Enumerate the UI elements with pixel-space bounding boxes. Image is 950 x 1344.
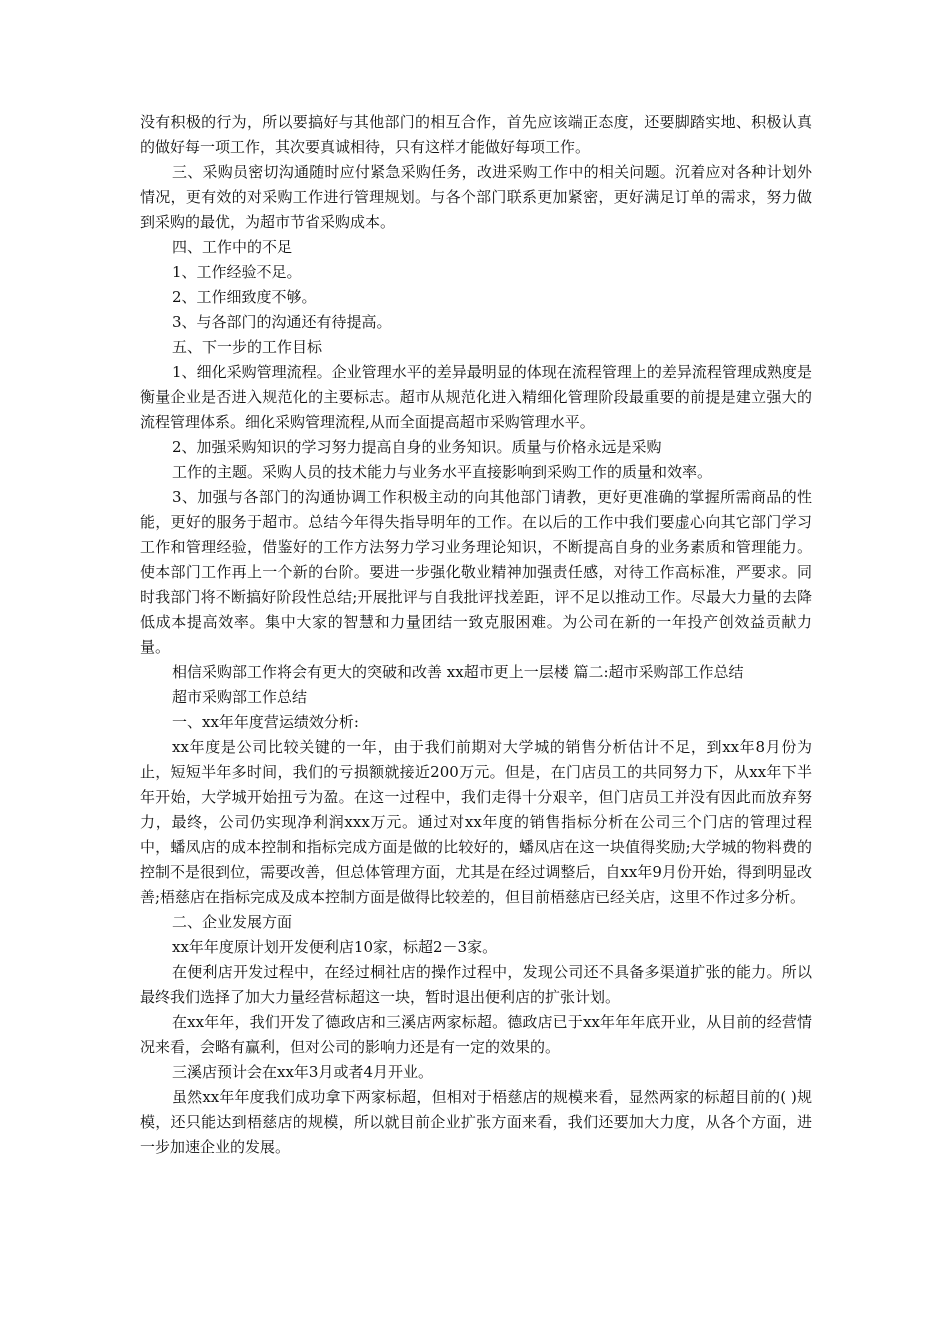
heading-performance-analysis: 一、xx年年度营运绩效分析: — [172, 713, 359, 731]
paragraph-goal-2: 2、加强采购知识的学习努力提高自身的业务知识。质量与价格永远是采购 — [172, 438, 662, 456]
paragraph-sanxi-store: 三溪店预计会在xx年3月或者4月开业。 — [172, 1063, 434, 1081]
document-page — [140, 110, 812, 1160]
heading-summary-title: 超市采购部工作总结 — [172, 688, 308, 706]
paragraph-cooperation: 没有积极的行为，所以要搞好与其他部门的相互合作，首先应该端正态度，还要脚踏实地、积极认真的做好每一项工作，其次要真诚相待，只有这样才能做好每项工作。 — [140, 113, 812, 156]
paragraph-purchasing-communication: 三、采购员密切沟通随时应付紧急采购任务，改进采购工作中的相关问题。沉着应对各种计划外情况，更有效的对采购工作进行管理规划。与各个部门联系更加紧密，更好满足订单的需求，努力做到采购的最优，为超市节省采购成本。 — [140, 163, 812, 231]
heading-shortcomings: 四、工作中的不足 — [172, 238, 293, 256]
list-item-shortcoming-2: 2、工作细致度不够。 — [172, 288, 317, 306]
paragraph-goal-3: 3、加强与各部门的沟通协调工作积极主动的向其他部门请教，更好更准确的掌握所需商品的性能，更好的服务于超市。总结今年得失指导明年的工作。在以后的工作中我们要虚心向其它部门学习工作和管理经验，借鉴好的工作方法努力学习业务理论知识，不断提高自身的业务素质和管理能力。使本部门工作再上一个新的台阶。要进一步强化敬业精神加强责任感，对待工作高标准，严要求。同时我部门将不断搞好阶段性总结;开展批评与自我批评找差距，评不足以推动工作。尽最大力量的去降低成本提高效率。集中大家的智慧和力量团结一致克服困难。为公司在新的一年投产创效益贡献力量。 — [140, 488, 812, 656]
paragraph-goal-2-continued: 工作的主题。采购人员的技术能力与业务水平直接影响到采购工作的质量和效率。 — [172, 463, 713, 481]
paragraph-new-stores: 在xx年年，我们开发了德政店和三溪店两家标超。德政店已于xx年年年底开业，从目前的经营情况来看，会略有赢利，但对公司的影响力还是有一定的效果的。 — [140, 1013, 812, 1056]
paragraph-convenience-store: 在便利店开发过程中，在经过桐社店的操作过程中，发现公司还不具备多渠道扩张的能力。所以最终我们选择了加大力量经营标超这一块，暂时退出便利店的扩张计划。 — [140, 963, 812, 1006]
paragraph-transition: 相信采购部工作将会有更大的突破和改善 xx超市更上一层楼 篇二:超市采购部工作总结 — [172, 663, 744, 681]
list-item-shortcoming-3: 3、与各部门的沟通还有待提高。 — [172, 313, 392, 331]
heading-next-goals: 五、下一步的工作目标 — [172, 338, 323, 356]
heading-enterprise-development: 二、企业发展方面 — [172, 913, 293, 931]
list-item-shortcoming-1: 1、工作经验不足。 — [172, 263, 302, 281]
paragraph-performance-analysis: xx年度是公司比较关键的一年，由于我们前期对大学城的销售分析估计不足，到xx年8月份为止，短短半年多时间，我们的亏损额就接近200万元。但是，在门店员工的共同努力下，从xx年下半年开始，大学城开始扭亏为盈。在这一过程中，我们走得十分艰辛，但门店员工并没有因此而放弃努力，最终，公司仍实现净利润xxx万元。通过对xx年度的销售指标分析在公司三个门店的管理过程中，蟠凤店的成本控制和指标完成方面是做的比较好的，蟠凤店在这一块值得奖励;大学城的物料费的控制不是很到位，需要改善，但总体管理方面，尤其是在经过调整后，自xx年9月份开始，得到明显改善;梧慈店在指标完成及成本控制方面是做得比较差的，但目前梧慈店已经关店，这里不作过多分析。 — [140, 738, 812, 906]
paragraph-goal-1: 1、细化采购管理流程。企业管理水平的差异最明显的体现在流程管理上的差异流程管理成熟度是衡量企业是否进入规范化的主要标志。超市从规范化进入精细化管理阶段最重要的前提是建立强大的流程管理体系。细化采购管理流程,从而全面提高超市采购管理水平。 — [140, 363, 812, 431]
paragraph-expansion: 虽然xx年年度我们成功拿下两家标超，但相对于梧慈店的规模来看，显然两家的标超目前的( )规模，还只能达到梧慈店的规模，所以就目前企业扩张方面来看，我们还要加大力度，从各个方面，进一步加速企业的发展。 — [140, 1088, 812, 1156]
paragraph-development-plan: xx年年度原计划开发便利店10家，标超2－3家。 — [172, 938, 498, 956]
